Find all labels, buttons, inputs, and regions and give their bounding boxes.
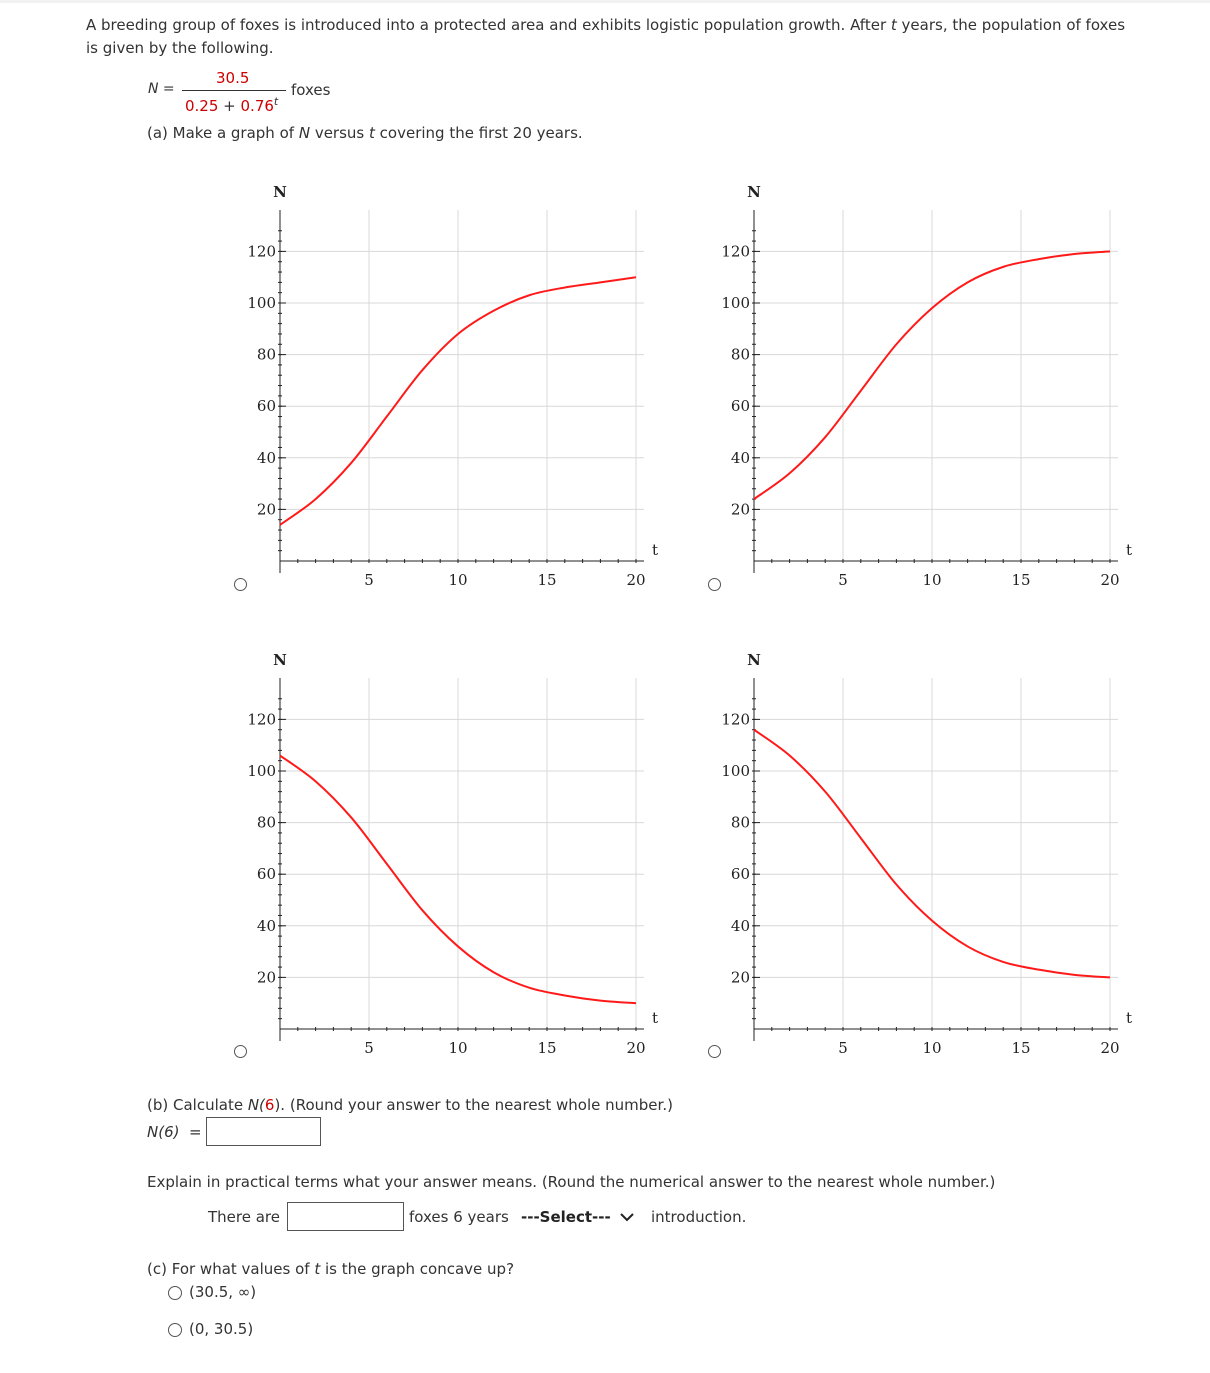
x-tick-label: 20 [1100,571,1120,589]
y-tick-label: 60 [730,397,750,416]
x-tick-label: 5 [838,1039,848,1057]
concave-option-1-radio[interactable] [168,1286,182,1300]
y-tick-label: 80 [730,345,750,364]
x-axis-label: t [1125,541,1133,559]
before-after-select[interactable] [521,1208,635,1226]
part-b-arg: 6 [264,1096,275,1114]
x-tick-label: 15 [1011,1039,1031,1057]
part-b-text-1: (b) Calculate [147,1096,248,1114]
formula-numerator: 30.5 [216,69,250,87]
denominator-operator: + [218,97,241,115]
y-tick-label: 60 [256,865,276,884]
x-tick-label: 15 [537,571,557,589]
concave-option-2-radio[interactable] [168,1323,182,1337]
y-tick-label: 100 [247,762,276,780]
part-c-text-1: (c) For what values of [147,1260,315,1278]
y-tick-label: 40 [256,916,276,935]
y-axis-label: N [747,651,761,669]
x-tick-label: 5 [364,571,374,589]
part-a-text-1: (a) Make a graph of [147,124,299,142]
x-tick-label: 15 [537,1039,557,1057]
there-are-label: There are [208,1208,280,1226]
problem-intro-line2: is given by the following. [86,39,274,57]
part-a-var-t: t [369,124,375,142]
denominator-coefficient: 0.25 [185,97,219,115]
introduction-label: introduction. [651,1208,747,1226]
intro-text-1: A breeding group of foxes is introduced into a protected area and exhibits logistic population growth. After [86,16,891,34]
n6-answer-input[interactable] [206,1117,321,1146]
denominator-exponent: t [273,95,279,108]
part-c-text-2: is the graph concave up? [320,1260,515,1278]
y-tick-label: 100 [247,294,276,312]
intro-var-t: t [890,16,897,34]
part-a-text-3: covering the first 20 years. [374,124,583,142]
concave-option-2-label: (0, 30.5) [189,1320,254,1338]
y-tick-label: 40 [730,916,750,935]
x-axis-label: t [651,541,659,559]
y-tick-label: 80 [730,813,750,832]
y-tick-label: 120 [247,710,276,729]
x-axis-label: t [651,1009,659,1027]
y-tick-label: 20 [730,500,750,519]
y-tick-label: 80 [256,345,276,364]
y-axis-label: N [747,183,761,201]
y-tick-label: 40 [730,448,750,467]
y-tick-label: 60 [256,397,276,416]
x-tick-label: 10 [922,1039,942,1057]
part-b-prompt [147,1096,673,1114]
x-tick-label: 20 [626,1039,646,1057]
graph-option-1[interactable] [240,175,660,595]
foxes-years-label: foxes 6 years [409,1208,509,1226]
intro-text-2: years, the population of foxes [896,16,1126,34]
x-tick-label: 15 [1011,571,1031,589]
explain-prompt: Explain in practical terms what your answer means. (Round the numerical answer to the nearest whole number.) [147,1173,996,1191]
problem-intro-line1 [86,16,1125,34]
foxes-count-input[interactable] [287,1202,404,1231]
denominator-base: 0.76 [240,97,274,115]
y-tick-label: 20 [730,968,750,987]
x-tick-label: 20 [626,571,646,589]
formula-lhs: N = [148,81,175,97]
graph-option-3[interactable] [240,643,660,1063]
y-axis-label: N [273,651,287,669]
y-tick-label: 60 [730,865,750,884]
chevron-down-icon [619,1212,635,1222]
part-a-var-n: N [298,124,311,142]
y-tick-label: 100 [721,762,750,780]
concave-option-1-label: (30.5, ∞) [189,1283,257,1301]
x-axis-label: t [1125,1009,1133,1027]
part-c-prompt [147,1260,514,1278]
select-text: ---Select--- [521,1208,611,1226]
x-tick-label: 5 [838,571,848,589]
x-tick-label: 10 [922,571,942,589]
formula-unit: foxes [291,81,331,99]
x-tick-label: 5 [364,1039,374,1057]
y-tick-label: 120 [247,242,276,261]
answer-label: N(6) [147,1123,180,1141]
answer-equals: = [189,1123,202,1141]
y-tick-label: 80 [256,813,276,832]
y-axis-label: N [273,183,287,201]
y-tick-label: 100 [721,294,750,312]
y-tick-label: 120 [721,710,750,729]
part-b-text-2: ). (Round your answer to the nearest whole number.) [274,1096,673,1114]
graph-option-2[interactable] [714,175,1134,595]
part-c-var-t: t [314,1260,321,1278]
part-b-fn: N( [247,1096,265,1114]
y-tick-label: 20 [256,500,276,519]
part-a-text-2: versus [310,124,369,142]
graph-option-4[interactable] [714,643,1134,1063]
y-tick-label: 20 [256,968,276,987]
fraction-bar [182,90,286,91]
formula-denominator [185,95,278,115]
part-a-prompt [147,124,583,142]
x-tick-label: 10 [448,1039,468,1057]
x-tick-label: 20 [1100,1039,1120,1057]
x-tick-label: 10 [448,571,468,589]
top-divider [0,0,1210,3]
y-tick-label: 120 [721,242,750,261]
y-tick-label: 40 [256,448,276,467]
